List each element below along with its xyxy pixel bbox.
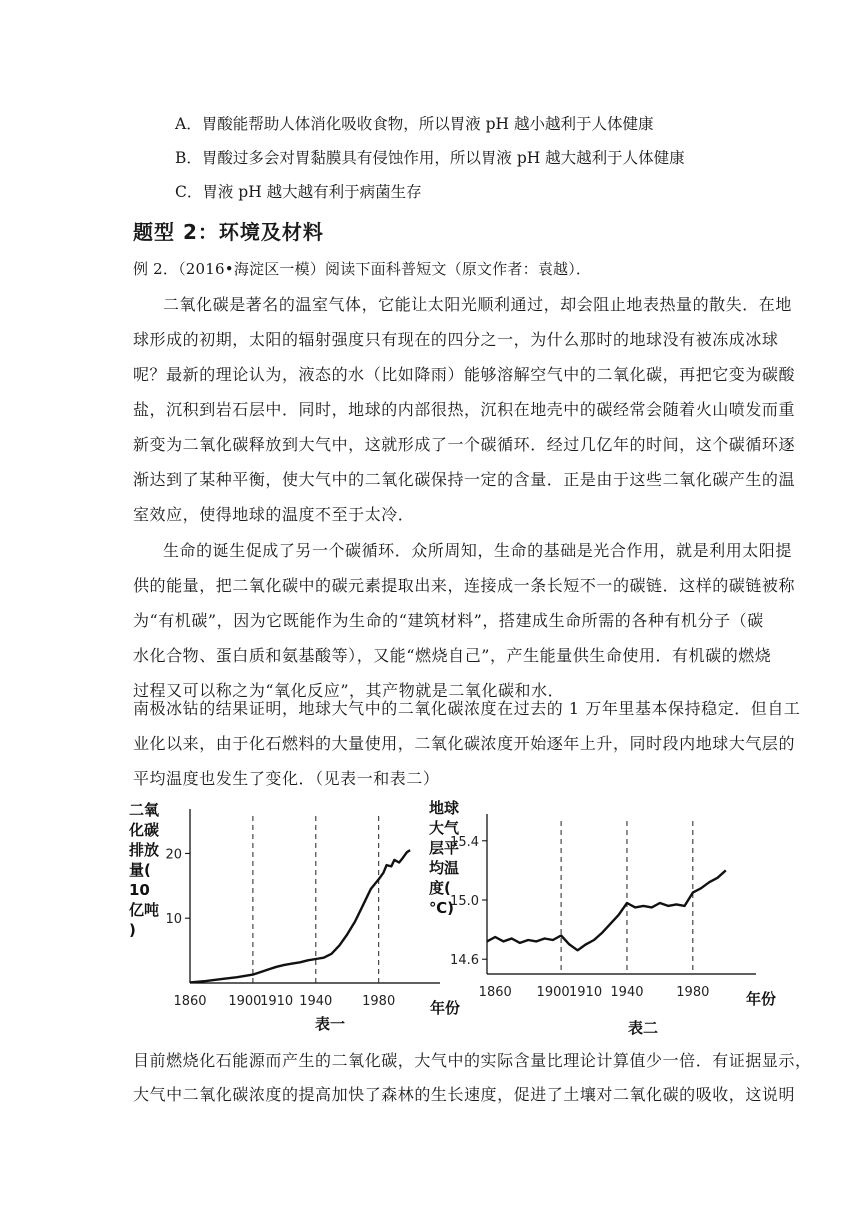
x-tick-label: 1980 xyxy=(362,994,396,1009)
paragraph1-line: 室效应，使得地球的温度不至于太冷． xyxy=(133,505,415,524)
y-axis-label: 地球 xyxy=(429,799,460,817)
y-axis-label: 二氧 xyxy=(129,801,160,819)
y-axis-label: 量( xyxy=(129,861,151,879)
series-line xyxy=(487,870,726,950)
chart-co2-emissions xyxy=(115,795,461,1055)
x-tick-label: 1910 xyxy=(260,994,294,1009)
paragraph1-line: 二氧化碳是著名的温室气体，它能让太阳光顺利通过，却会阻止地表热量的散失．在地 xyxy=(163,295,792,314)
paragraph3-line: 平均温度也发生了变化．（见表一和表二） xyxy=(133,769,440,788)
paragraph2-line: 供的能量，把二氧化碳中的碳元素提取出来，连接成一条长短不一的碳链．这样的碳链被称 xyxy=(133,576,796,595)
y-axis-label: 大气 xyxy=(429,819,460,837)
x-tick-label: 1860 xyxy=(478,985,512,1000)
x-tick-label: 1940 xyxy=(610,985,644,1000)
paragraph1-line: 球形成的初期，太阳的辐射强度只有现在的四分之一，为什么那时的地球没有被冻成冰球 xyxy=(133,330,779,349)
y-axis-label: 亿吨 xyxy=(129,901,160,919)
paragraph1-line: 呢？最新的理论认为，液态的水（比如降雨）能够溶解空气中的二氧化碳，再把它变为碳酸 xyxy=(133,365,796,384)
x-tick-label: 1910 xyxy=(569,985,603,1000)
option-a: A．胃酸能帮助人体消化吸收食物，所以胃液 pH 越小越利于人体健康 xyxy=(175,115,654,133)
chart-caption: 表二 xyxy=(627,1019,659,1037)
x-tick-label: 1900 xyxy=(536,985,570,1000)
y-axis-label: 均温 xyxy=(429,859,460,877)
paragraph1-line: 新变为二氧化碳释放到大气中，这就形成了一个碳循环．经过几亿年的时间，这个碳循环逐 xyxy=(133,435,796,454)
y-axis-label: 排放 xyxy=(129,841,160,859)
x-axis-label: 年份 xyxy=(746,990,777,1008)
x-tick-label: 1940 xyxy=(299,994,333,1009)
option-b: B．胃酸过多会对胃黏膜具有侵蚀作用，所以胃液 pH 越大越利于人体健康 xyxy=(175,149,685,167)
y-tick-label: 20 xyxy=(165,847,182,863)
paragraph1-line: 盐，沉积到岩石层中．同时，地球的内部很热，沉积在地壳中的碳经常会随着火山喷发而重 xyxy=(133,400,796,419)
paragraph2-line: 过程又可以称之为“氧化反应”，其产物就是二氧化碳和水． xyxy=(133,681,565,700)
series-line xyxy=(190,850,410,982)
x-axis-label: 年份 xyxy=(430,999,461,1017)
x-tick-label: 1980 xyxy=(676,985,710,1000)
example-line: 例 2．（2016•海淀区一模）阅读下面科普短文（原文作者：袁越）． xyxy=(133,260,592,278)
chart-caption: 表一 xyxy=(314,1015,346,1033)
y-tick-label: 15.4 xyxy=(450,834,479,850)
y-axis-label: ) xyxy=(129,921,136,939)
x-tick-label: 1860 xyxy=(173,994,207,1009)
y-axis-label: ℃) xyxy=(429,899,455,917)
paragraph1-line: 渐达到了某种平衡，使大气中的二氧化碳保持一定的含量．正是由于这些二氧化碳产生的温 xyxy=(133,470,796,489)
chart-temperature xyxy=(429,795,777,1055)
x-tick-label: 1900 xyxy=(228,994,262,1009)
y-axis-label: 度( xyxy=(429,879,451,897)
paragraph4-line: 大气中二氧化碳浓度的提高加快了森林的生长速度，促进了土壤对二氧化碳的吸收，这说明 xyxy=(133,1085,796,1104)
paragraph3-line: 南极冰钻的结果证明，地球大气中的二氧化碳浓度在过去的 1 万年里基本保持稳定．但自工 xyxy=(133,699,801,718)
paragraph4-line: 目前燃烧化石能源而产生的二氧化碳，大气中的实际含量比理论计算值少一倍．有证据显示， xyxy=(133,1051,812,1070)
y-tick-label: 10 xyxy=(165,912,182,928)
y-tick-label: 14.6 xyxy=(450,953,479,969)
paragraph2-line: 生命的诞生促成了另一个碳循环．众所周知，生命的基础是光合作用，就是利用太阳提 xyxy=(163,541,792,560)
y-axis-label: 层平 xyxy=(429,839,460,857)
y-axis-label: 10 xyxy=(129,881,150,899)
section-title: 题型 2：环境及材料 xyxy=(133,220,324,244)
y-tick-label: 15.0 xyxy=(450,894,479,909)
paragraph3-line: 业化以来，由于化石燃料的大量使用，二氧化碳浓度开始逐年上升，同时段内地球大气层的 xyxy=(133,734,796,753)
paragraph2-line: 水化合物、蛋白质和氨基酸等），又能“燃烧自己”，产生能量供生命使用．有机碳的燃烧 xyxy=(133,646,772,665)
option-c: C．胃液 pH 越大越有利于病菌生存 xyxy=(175,183,422,201)
y-axis-label: 化碳 xyxy=(129,821,160,839)
paragraph2-line: 为“有机碳”，因为它既能作为生命的“建筑材料”，搭建成生命所需的各种有机分子（碳 xyxy=(133,611,764,630)
figures xyxy=(115,795,777,1055)
